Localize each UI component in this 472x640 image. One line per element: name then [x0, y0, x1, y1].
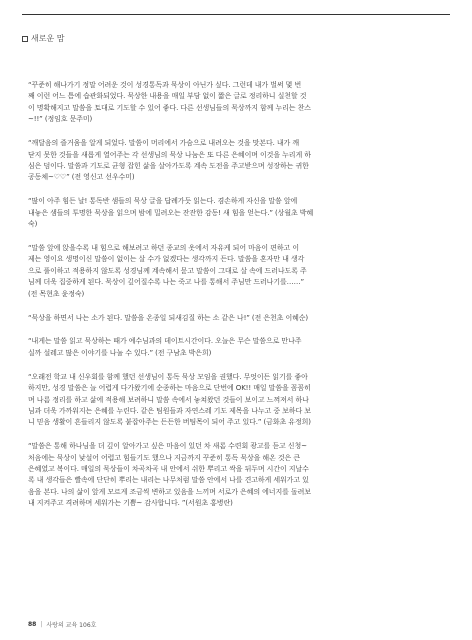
- testimony-paragraph: “꾸준히 해나가기 정말 어려운 것이 성경통독과 묵상이 아닌가 싶다. 그런데 내가 벌써 몇 번 째 이런 어느 틈에 습관화되었다. 묵상한 내용을 매일 부담 없이 짧은 글로 정리하니 실천할 것 이 명확해지고 말씀을 토대로 기도할 수 있어 좋다. 다른 선생님들의 묵상까지 함께 누리는 찬스 ~!!” (정임호 문주미): [28, 81, 311, 124]
- testimony-paragraph: “내게는 말씀 읽고 묵상하는 때가 예수님과의 데이트시간이다. 오늘은 무슨 말씀으로 만나주 실까 설레고 많은 이야기를 나눌 수 있다.” (전 구남초 박은희): [28, 337, 302, 357]
- testimony-paragraph: “말씀 앞에 앉을수록 내 힘으로 해보려고 하던 종교의 옷에서 자유케 되어 마음이 편하고 이 제는 영이요 생명이신 말씀이 없이는 살 수가 없겠다는 생각까지 든다. 말씀을 혼자만 내 생각 으로 풀이하고 적용하지 않도록 성경님께 계속해서 묻고 말씀이 그대로 살 속에 드러나도록 주 님께 더욱 집중하게 된다. 묵상이 깊어질수록 나는 죽고 나를 통해서 주님만 드러나기를……” (전 목현초 윤정숙): [28, 243, 307, 298]
- footer-separator: |: [40, 621, 43, 628]
- testimony-paragraph: “묵상을 하면서 나는 소가 된다. 말씀을 온종일 되새김질 하는 소 같은 나!” (전 은천초 이혜순): [28, 313, 309, 322]
- page-footer: [28, 620, 96, 629]
- testimony-paragraph: “말씀은 통해 하나님을 더 깊이 알아가고 싶은 마음이 있던 차 새롬 수련회 광고를 듣고 신청~ 처음에는 묵상이 낯설어 어렵고 힘들기도 했으나 지금까지 꾸준히 통독 묵상을 해온 것은 큰 은혜였고 복이다. 매일의 묵상들이 차곡차곡 내 안에서 쉬한 뿌리고 싹을 뒤두며 시간이 지날수 록 내 생각들은 빨속에 단단히 뿌리는 내리는 나무처럼 말씀 안에서 나를 견고하게 세워가고 있 음을 본다. 나의 삶이 앞게 모르게 조금씩 변하고 있음을 느끼며 서로가 은혜의 에너지를 돌려보 내 지켜주고 격려하며 세워가는 기쁨~ 감사합니다. ”(서원초 홍병란): [28, 442, 311, 508]
- section-tag: [22, 33, 64, 44]
- journal-title: 사랑의 교육 106호: [46, 622, 97, 629]
- testimony-paragraph: “많이 아주 힘든 날! 통독반 샘들의 묵상 글을 답례가듯 읽는다. 겸손하게 자신을 말씀 앞에 내놓은 샘들의 투명한 묵상을 읽으며 밤에 밀려오는 잔잔한 감동! 새 힘을 얻는다.” (상월초 박혜 숙): [28, 197, 314, 229]
- header-rule: [22, 14, 450, 15]
- section-title: 새로운 맘: [31, 34, 65, 43]
- testimony-paragraph: “오래전 학교 내 신우회를 함께 했던 선생님이 통독 묵상 모임을 권했다. 무엇이든 읽기를 좋아 하지만, 성경 말씀은 늘 어렵게 다가왔기에 순종하는 마음으로 단번에 OK!! 매일 말씀을 꼼꼼히 며 나름 정리를 하고 삶에 적용해 보려하니 말씀 속에서 놓쳐왔던 것들이 보이고 느껴져서 하나 님과 더욱 가까워지는 은혜를 누린다. 같은 팀원들과 자연스레 기도 제목을 나누고 중 보하다 보 니 믿음 생활이 흔들리지 않도록 붙잡아주는 든든한 버팀목이 되어 주고 있다.” (금화초 유정희): [28, 372, 311, 427]
- square-icon: [22, 36, 28, 42]
- testimony-list: [28, 80, 444, 522]
- page-number: 88: [28, 621, 37, 628]
- testimony-paragraph: “깨달음의 즐거움을 알게 되었다. 말씀이 머리에서 가슴으로 내려오는 것을 맛본다. 내가 깨 닫지 못한 것들을 새롭게 열어주는 각 선생님의 묵상 나눔은 또 다른 은혜이며 이것을 누리게 하 심은 덤이다. 말씀과 기도로 균형 잡힌 삶을 살아가도록 계속 도전을 주고받으며 성장하는 귀한 공동체~♡♡” (전 영신고 선우수미): [28, 139, 311, 182]
